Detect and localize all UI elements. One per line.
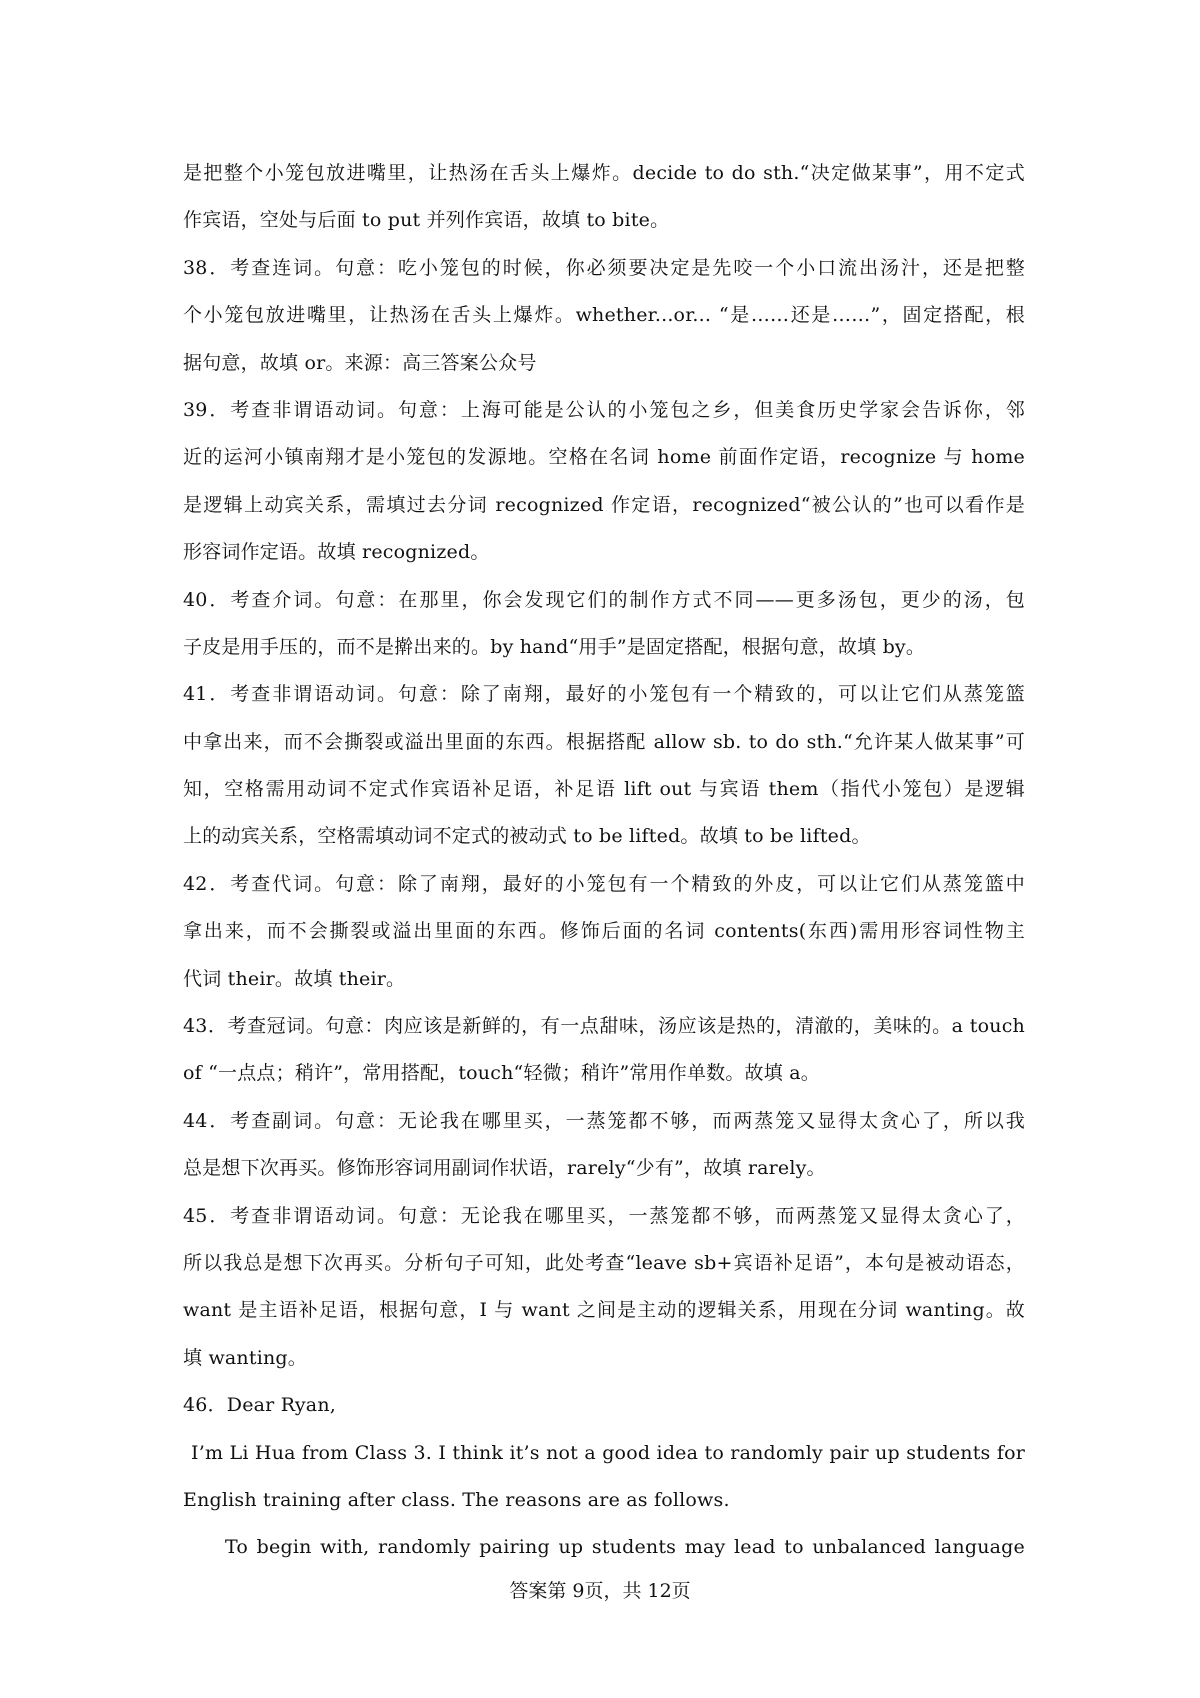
text-line: 个小笼包放进嘴里，让热汤在舌头上爆炸。whether...or... “是……还是……”，固定搭配，根 — [183, 304, 1025, 327]
text-line: 中拿出来，而不会撕裂或溢出里面的东西。根据搭配 allow sb. to do sth.“允许某人做某事”可 — [183, 730, 1025, 753]
text-line: want 是主语补足语，根据句意，I 与 want 之间是主动的逻辑关系，用现在分词 wanting。故 — [183, 1299, 1025, 1322]
text-line: 42．考查代词。句意：除了南翔，最好的小笼包有一个精致的外皮，可以让它们从蒸笼篮中 — [183, 872, 1025, 895]
text-line: 近的运河小镇南翔才是小笼包的发源地。空格在名词 home 前面作定语，recognize 与 home — [183, 446, 1025, 469]
text-line: 填 wanting。 — [183, 1346, 307, 1369]
text-line: 知，空格需用动词不定式作宾语补足语，补足语 lift out 与宾语 them（指代小笼包）是逻辑 — [183, 778, 1025, 801]
text-line: 39．考查非谓语动词。句意：上海可能是公认的小笼包之乡，但美食历史学家会告诉你，邻 — [183, 398, 1025, 421]
text-line: 41．考查非谓语动词。句意：除了南翔，最好的小笼包有一个精致的，可以让它们从蒸笼篮 — [183, 683, 1025, 706]
text-line: of “一点点；稍许”，常用搭配，touch“轻微；稍许”常用作单数。故填 a。 — [183, 1062, 820, 1085]
text-line: To begin with, randomly pairing up students may lead to unbalanced language — [225, 1536, 1025, 1559]
text-line: 是把整个小笼包放进嘴里，让热汤在舌头上爆炸。decide to do sth.“决定做某事”，用不定式 — [183, 162, 1025, 184]
text-line: I’m Li Hua from Class 3. I think it’s not a good idea to randomly pair up students for — [191, 1441, 1025, 1464]
text-line: 代词 their。故填 their。 — [183, 967, 406, 990]
text-line: 拿出来，而不会撕裂或溢出里面的东西。修饰后面的名词 contents(东西)需用形容词性物主 — [183, 920, 1025, 943]
text-line: 总是想下次再买。修饰形容词用副词作状语，rarely“少有”，故填 rarely。 — [183, 1157, 826, 1180]
text-line: 45．考查非谓语动词。句意：无论我在哪里买，一蒸笼都不够，而两蒸笼又显得太贪心了， — [183, 1204, 1025, 1227]
text-line: 是逻辑上动宾关系，需填过去分词 recognized 作定语，recognized“被公认的”也可以看作是 — [183, 493, 1025, 516]
text-line: 作宾语，空处与后面 to put 并列作宾语，故填 to bite。 — [183, 209, 670, 232]
text-line: 子皮是用手压的，而不是擀出来的。by hand“用手”是固定搭配，根据句意，故填 by。 — [183, 635, 926, 658]
text-line: 43．考查冠词。句意：肉应该是新鲜的，有一点甜味，汤应该是热的，清澈的，美味的。a touch — [183, 1015, 1025, 1038]
text-line: 所以我总是想下次再买。分析句子可知，此处考查“leave sb+宾语补足语”，本句是被动语态， — [183, 1251, 1025, 1274]
text-line: 44．考查副词。句意：无论我在哪里买，一蒸笼都不够，而两蒸笼又显得太贪心了，所以我 — [183, 1109, 1025, 1132]
text-line: 40．考查介词。句意：在那里，你会发现它们的制作方式不同——更多汤包，更少的汤，包 — [183, 588, 1025, 611]
text-line: 上的动宾关系，空格需填动词不定式的被动式 to be lifted。故填 to be lifted。 — [183, 825, 871, 848]
text-line: 38．考查连词。句意：吃小笼包的时候，你必须要决定是先咬一个小口流出汤汁，还是把整 — [183, 256, 1025, 279]
page-footer: 答案第 9页，共 12页 — [509, 1580, 691, 1602]
text-line: English training after class. The reasons are as follows. — [183, 1488, 730, 1511]
letter-salutation: 46．Dear Ryan, — [183, 1394, 337, 1417]
answer-text-body — [183, 150, 1025, 1572]
text-line: 形容词作定语。故填 recognized。 — [183, 541, 490, 564]
text-line: 据句意，故填 or。来源：高三答案公众号 — [183, 351, 537, 374]
